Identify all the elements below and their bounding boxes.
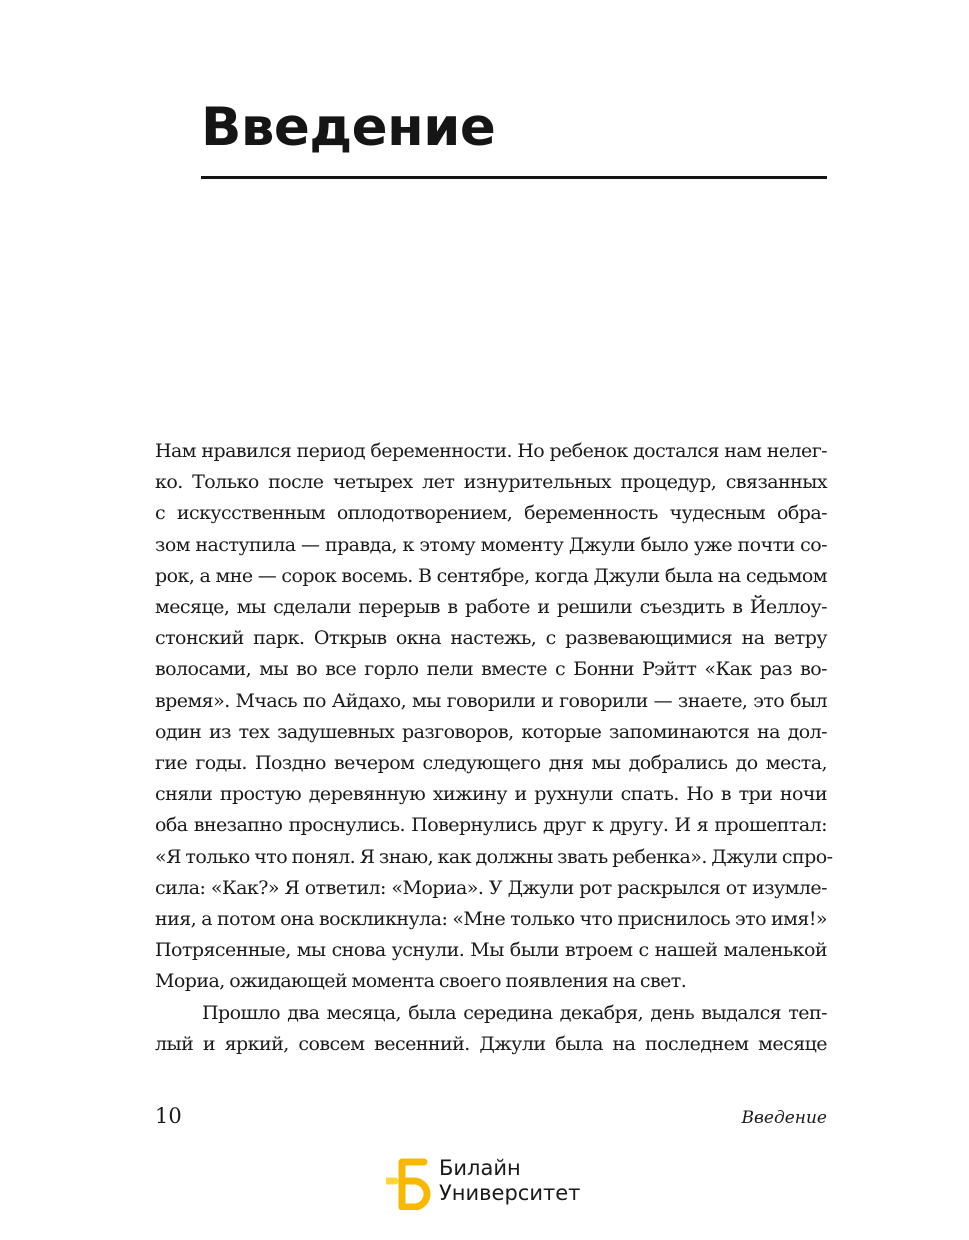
logo-wordmark [439,1156,580,1206]
body-line: рок, а мне — сорок восемь. В сентябре, когда Джули была на седьмом [155,564,827,587]
body-line: лый и яркий, совсем весенний. Джули была на последнем месяце [155,1032,827,1055]
body-line: гие годы. Поздно вечером следующего дня мы добрались до места, [155,752,827,775]
logo-line-2: Университет [439,1181,581,1205]
body-line: стонский парк. Открыв окна настежь, с развевающимися на ветру [155,627,827,650]
body-line: ко. Только после четырех лет изнурительных процедур, связанных [155,471,827,494]
body-line: сила: «Как?» Я ответил: «Мориа». У Джули рот раскрылся от изумле- [155,876,827,899]
body-line: сняли простую деревянную хижину и рухнули спать. Но в три ночи [155,783,827,806]
beeline-b-icon [386,1158,432,1210]
body-line: с искусственным оплодотворением, беременность чудесным обра- [155,502,827,525]
body-text [155,436,833,1060]
body-line: зом наступила — правда, к этому моменту Джули было уже почти со- [155,533,827,556]
page-number: 10 [155,1104,182,1128]
title-rule [201,176,827,179]
chapter-title: Введение [201,97,496,158]
body-line: волосами, мы во все горло пели вместе с Бонни Рэйтт «Как раз во- [155,658,827,681]
body-line: Потрясенные, мы снова уснули. Мы были втроем с нашей маленькой [155,939,827,962]
logo-line-1: Билайн [439,1156,521,1180]
body-line: Мориа, ожидающей момента своего появления на свет. [155,970,687,993]
running-head: Введение [741,1108,827,1128]
body-line: время». Мчась по Айдахо, мы говорили и говорили — знаете, это был [155,689,827,712]
body-line: один из тех задушевных разговоров, которые запоминаются на дол- [155,720,827,743]
body-line: Нам нравился период беременности. Но ребенок достался нам нелег- [155,440,827,462]
body-line: Прошло два месяца, была середина декабря, день выдался теп- [202,1001,827,1024]
body-line: ния, а потом она воскликнула: «Мне только что приснилось это имя!» [155,908,827,931]
body-line: «Я только что понял. Я знаю, как должны звать ребенка». Джули спро- [155,845,833,868]
body-line: месяце, мы сделали перерыв в работе и решили съездить в Йеллоу- [155,596,827,619]
body-line: оба внезапно проснулись. Повернулись друг к другу. И я прошептал: [155,814,827,837]
publisher-logo [386,1154,596,1214]
